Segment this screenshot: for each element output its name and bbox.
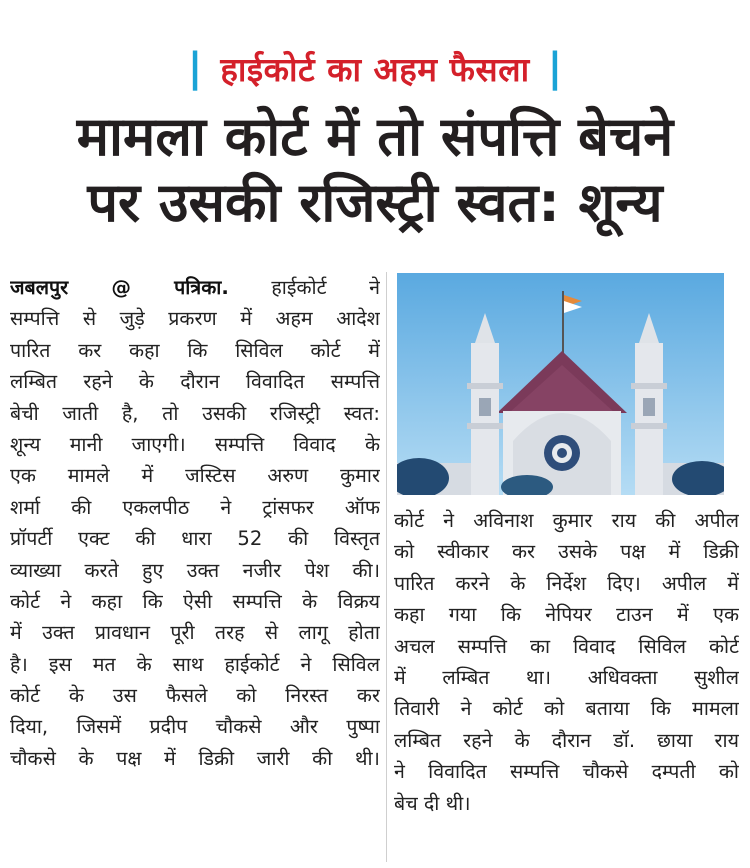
article-line: लम्बित रहने के दौरान विवादित सम्पत्ति	[10, 370, 380, 394]
article-line: तिवारी ने कोर्ट को बताया कि मामला	[394, 697, 739, 721]
article-line: कोर्ट ने अविनाश कुमार राय की अपील	[394, 509, 739, 532]
article-line: ने विवादित सम्पत्ति चौकसे दम्पती को	[394, 760, 739, 784]
article-line: सम्पत्ति से जुड़े प्रकरण में अहम आदेश	[10, 307, 380, 331]
article-line: लम्बित रहने के दौरान डॉ. छाया राय	[394, 728, 739, 752]
headline	[20, 104, 730, 236]
article-right-column	[394, 505, 739, 819]
high-court-building-icon	[397, 273, 724, 495]
article-line: शर्मा की एकलपीठ ने ट्रांसफर ऑफ	[10, 495, 380, 519]
article-line: कहा गया कि नेपियर टाउन में एक	[394, 603, 739, 627]
article-line: प्रॉपर्टी एक्ट की धारा 52 की विस्तृत	[10, 527, 380, 551]
article-line: में उक्त प्रावधान पूरी तरह से लागू होता	[10, 621, 380, 645]
article-line: पारित करने के निर्देश दिए। अपील में	[394, 571, 739, 595]
article-line: एक मामले में जस्टिस अरुण कुमार	[10, 464, 380, 488]
article-line: कोर्ट के उस फैसले को निरस्त कर	[10, 684, 380, 708]
kicker-bar-left: |	[187, 45, 203, 91]
dateline: जबलपुर @ पत्रिका.	[10, 276, 229, 299]
article-line: अचल सम्पत्ति का विवाद सिविल कोर्ट	[394, 634, 739, 658]
article-line: में लम्बित था। अधिवक्ता सुशील	[394, 665, 739, 689]
article-line-text: हाईकोर्ट ने	[228, 276, 380, 299]
article-line: दिया, जिसमें प्रदीप चौकसे और पुष्पा	[10, 715, 380, 739]
kicker-text: हाईकोर्ट का अहम फैसला	[220, 49, 530, 89]
article-line	[10, 272, 380, 303]
column-divider	[386, 272, 387, 862]
high-court-photo	[397, 273, 724, 495]
article-line: है। इस मत के साथ हाईकोर्ट ने सिविल	[10, 652, 380, 676]
article-line: व्याख्या करते हुए उक्त नजीर पेश की।	[10, 558, 380, 582]
headline-line-2: पर उसकी रजिस्ट्री स्वत: शून्य	[87, 171, 663, 234]
kicker-bar-right: |	[547, 45, 563, 91]
article-line: कोर्ट ने कहा कि ऐसी सम्पत्ति के विक्रय	[10, 589, 380, 613]
article-line: बेची जाती है, तो उसकी रजिस्ट्री स्वत:	[10, 401, 380, 425]
article-line: बेच दी थी।	[394, 791, 471, 815]
article-line: शून्य मानी जाएगी। सम्पत्ति विवाद के	[10, 432, 380, 456]
headline-line-1: मामला कोर्ट में तो संपत्ति बेचने	[76, 105, 674, 168]
article-line: पारित कर कहा कि सिविल कोर्ट में	[10, 338, 380, 362]
article-left-column	[10, 272, 380, 774]
article-line: को स्वीकार कर उसके पक्ष में डिक्री	[394, 540, 739, 564]
article-line: चौकसे के पक्ष में डिक्री जारी की थी।	[10, 746, 380, 770]
kicker	[0, 36, 750, 100]
